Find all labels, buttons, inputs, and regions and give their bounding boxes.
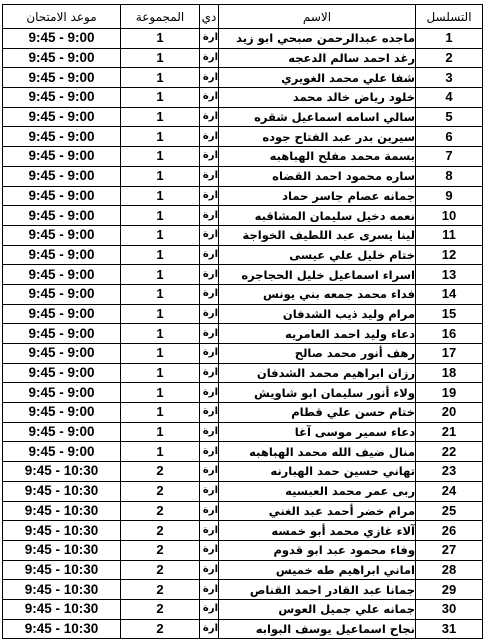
serial-cell: 7 — [416, 147, 483, 167]
table-row — [3, 48, 483, 68]
table-row — [3, 88, 483, 108]
serial-cell: 5 — [416, 107, 483, 127]
group-cell: 1 — [121, 186, 200, 206]
exam-time-cell: 9:45 - 10:30 — [3, 580, 121, 600]
student-name-cell: اماني ابراهيم طه خميس — [219, 560, 416, 580]
serial-cell: 25 — [416, 501, 483, 521]
day-cell: ارة — [200, 501, 219, 521]
exam-time-cell: 9:45 - 9:00 — [3, 88, 121, 108]
group-cell: 1 — [121, 29, 200, 49]
table-row — [3, 186, 483, 206]
table-row — [3, 68, 483, 88]
day-cell: ارة — [200, 619, 219, 639]
student-name-cell: منال ضيف الله محمد الهباهبه — [219, 442, 416, 462]
serial-cell: 20 — [416, 403, 483, 423]
exam-time-cell: 9:45 - 9:00 — [3, 48, 121, 68]
serial-cell: 10 — [416, 206, 483, 226]
group-cell: 1 — [121, 107, 200, 127]
table-row — [3, 265, 483, 285]
group-cell: 1 — [121, 206, 200, 226]
serial-cell: 21 — [416, 422, 483, 442]
table-row — [3, 363, 483, 383]
serial-cell: 1 — [416, 29, 483, 49]
table-row — [3, 501, 483, 521]
day-cell: ارة — [200, 29, 219, 49]
exam-time-cell: 9:45 - 9:00 — [3, 324, 121, 344]
serial-cell: 29 — [416, 580, 483, 600]
day-cell: ارة — [200, 88, 219, 108]
serial-cell: 17 — [416, 344, 483, 364]
table-row — [3, 284, 483, 304]
day-cell: ارة — [200, 363, 219, 383]
table-row — [3, 127, 483, 147]
exam-time-cell: 9:45 - 9:00 — [3, 284, 121, 304]
exam-time-cell: 9:45 - 10:30 — [3, 481, 121, 501]
serial-cell: 3 — [416, 68, 483, 88]
day-cell: ارة — [200, 304, 219, 324]
serial-cell: 26 — [416, 521, 483, 541]
day-cell: ارة — [200, 186, 219, 206]
student-name-cell: جمانه عصام جاسر حماد — [219, 186, 416, 206]
group-cell: 1 — [121, 304, 200, 324]
group-cell: 1 — [121, 284, 200, 304]
group-cell: 2 — [121, 481, 200, 501]
exam-time-cell: 9:45 - 9:00 — [3, 442, 121, 462]
student-name-cell: خلود رياض خالد محمد — [219, 88, 416, 108]
day-cell: ارة — [200, 265, 219, 285]
day-cell: ارة — [200, 48, 219, 68]
table-row — [3, 481, 483, 501]
table-row — [3, 462, 483, 482]
student-name-cell: مرام خضر أحمد عبد الغني — [219, 501, 416, 521]
student-name-cell: نجاح اسماعيل يوسف البوابه — [219, 619, 416, 639]
serial-cell: 19 — [416, 383, 483, 403]
header-day: دي — [200, 5, 219, 29]
student-name-cell: ساره محمود احمد القضاه — [219, 166, 416, 186]
day-cell: ارة — [200, 521, 219, 541]
student-name-cell: رغد احمد سالم الدعجه — [219, 48, 416, 68]
day-cell: ارة — [200, 344, 219, 364]
day-cell: ارة — [200, 383, 219, 403]
day-cell: ارة — [200, 107, 219, 127]
student-name-cell: نعمه دخيل سليمان المشاقبه — [219, 206, 416, 226]
exam-time-cell: 9:45 - 9:00 — [3, 166, 121, 186]
group-cell: 2 — [121, 560, 200, 580]
exam-time-cell: 9:45 - 10:30 — [3, 521, 121, 541]
serial-cell: 28 — [416, 560, 483, 580]
student-name-cell: لينا يسرى عبد اللطيف الخواجة — [219, 225, 416, 245]
serial-cell: 24 — [416, 481, 483, 501]
student-name-cell: مرام وليد ذيب الشدفان — [219, 304, 416, 324]
group-cell: 1 — [121, 265, 200, 285]
serial-cell: 12 — [416, 245, 483, 265]
exam-time-cell: 9:45 - 9:00 — [3, 29, 121, 49]
group-cell: 2 — [121, 540, 200, 560]
student-name-cell: سالي اسامه اسماعيل شقره — [219, 107, 416, 127]
table-row — [3, 403, 483, 423]
table-row — [3, 599, 483, 619]
day-cell: ارة — [200, 481, 219, 501]
day-cell: ارة — [200, 206, 219, 226]
student-name-cell: سيرين بدر عبد الفتاح جوده — [219, 127, 416, 147]
serial-cell: 9 — [416, 186, 483, 206]
group-cell: 1 — [121, 245, 200, 265]
exam-time-cell: 9:45 - 9:00 — [3, 68, 121, 88]
group-cell: 1 — [121, 344, 200, 364]
day-cell: ارة — [200, 442, 219, 462]
group-cell: 1 — [121, 48, 200, 68]
exam-time-cell: 9:45 - 10:30 — [3, 501, 121, 521]
student-name-cell: اسراء اسماعيل خليل الحجاجره — [219, 265, 416, 285]
student-name-cell: ختام خليل علي عيسى — [219, 245, 416, 265]
day-cell: ارة — [200, 324, 219, 344]
day-cell: ارة — [200, 560, 219, 580]
header-exam-time: موعد الامتحان — [3, 5, 121, 29]
serial-cell: 13 — [416, 265, 483, 285]
table-row — [3, 206, 483, 226]
group-cell: 1 — [121, 403, 200, 423]
table-row — [3, 619, 483, 639]
student-name-cell: شفا علي محمد الغويري — [219, 68, 416, 88]
day-cell: ارة — [200, 403, 219, 423]
table-row — [3, 324, 483, 344]
exam-time-cell: 9:45 - 9:00 — [3, 422, 121, 442]
serial-cell: 30 — [416, 599, 483, 619]
table-row — [3, 540, 483, 560]
day-cell: ارة — [200, 284, 219, 304]
day-cell: ارة — [200, 225, 219, 245]
day-cell: ارة — [200, 599, 219, 619]
exam-time-cell: 9:45 - 10:30 — [3, 560, 121, 580]
table-row — [3, 422, 483, 442]
serial-cell: 8 — [416, 166, 483, 186]
student-name-cell: دعاء سمير موسى آغا — [219, 422, 416, 442]
group-cell: 1 — [121, 147, 200, 167]
serial-cell: 27 — [416, 540, 483, 560]
day-cell: ارة — [200, 166, 219, 186]
group-cell: 1 — [121, 68, 200, 88]
day-cell: ارة — [200, 580, 219, 600]
student-name-cell: فداء محمد جمعه بني يونس — [219, 284, 416, 304]
exam-time-cell: 9:45 - 10:30 — [3, 619, 121, 639]
exam-time-cell: 9:45 - 9:00 — [3, 383, 121, 403]
group-cell: 2 — [121, 521, 200, 541]
table-row — [3, 29, 483, 49]
student-name-cell: آلاء غازي محمد أبو خمسه — [219, 521, 416, 541]
group-cell: 1 — [121, 324, 200, 344]
exam-time-cell: 9:45 - 9:00 — [3, 206, 121, 226]
table-row — [3, 147, 483, 167]
day-cell: ارة — [200, 127, 219, 147]
exam-schedule-table — [2, 4, 483, 639]
group-cell: 1 — [121, 88, 200, 108]
header-group: المجموعة — [121, 5, 200, 29]
serial-cell: 11 — [416, 225, 483, 245]
table-row — [3, 225, 483, 245]
group-cell: 1 — [121, 422, 200, 442]
group-cell: 2 — [121, 599, 200, 619]
student-name-cell: بسمة محمد مفلح الهباهبه — [219, 147, 416, 167]
serial-cell: 18 — [416, 363, 483, 383]
student-name-cell: ماجده عبدالرحمن صبحي ابو زيد — [219, 29, 416, 49]
student-name-cell: ولاء أنور سليمان ابو شاويش — [219, 383, 416, 403]
exam-time-cell: 9:45 - 9:00 — [3, 147, 121, 167]
header-row — [3, 5, 483, 29]
day-cell: ارة — [200, 462, 219, 482]
serial-cell: 23 — [416, 462, 483, 482]
serial-cell: 14 — [416, 284, 483, 304]
exam-time-cell: 9:45 - 9:00 — [3, 107, 121, 127]
serial-cell: 4 — [416, 88, 483, 108]
group-cell: 1 — [121, 166, 200, 186]
exam-time-cell: 9:45 - 9:00 — [3, 265, 121, 285]
group-cell: 1 — [121, 363, 200, 383]
group-cell: 1 — [121, 225, 200, 245]
table-row — [3, 383, 483, 403]
student-name-cell: ربى عمر محمد العبسيه — [219, 481, 416, 501]
table-row — [3, 107, 483, 127]
exam-time-cell: 9:45 - 9:00 — [3, 186, 121, 206]
exam-time-cell: 9:45 - 9:00 — [3, 403, 121, 423]
student-name-cell: رزان ابراهيم محمد الشدفان — [219, 363, 416, 383]
serial-cell: 6 — [416, 127, 483, 147]
student-name-cell: دعاء وليد احمد العامريه — [219, 324, 416, 344]
table-row — [3, 245, 483, 265]
serial-cell: 22 — [416, 442, 483, 462]
group-cell: 1 — [121, 127, 200, 147]
serial-cell: 15 — [416, 304, 483, 324]
header-name: الاسم — [219, 5, 416, 29]
table-row — [3, 580, 483, 600]
student-name-cell: رهف أنور محمد صالح — [219, 344, 416, 364]
day-cell: ارة — [200, 422, 219, 442]
serial-cell: 31 — [416, 619, 483, 639]
day-cell: ارة — [200, 540, 219, 560]
group-cell: 2 — [121, 580, 200, 600]
exam-time-cell: 9:45 - 9:00 — [3, 225, 121, 245]
day-cell: ارة — [200, 147, 219, 167]
group-cell: 1 — [121, 383, 200, 403]
group-cell: 2 — [121, 501, 200, 521]
group-cell: 1 — [121, 442, 200, 462]
table-row — [3, 560, 483, 580]
exam-time-cell: 9:45 - 9:00 — [3, 127, 121, 147]
header-serial: التسلسل — [416, 5, 483, 29]
exam-time-cell: 9:45 - 9:00 — [3, 344, 121, 364]
exam-time-cell: 9:45 - 9:00 — [3, 245, 121, 265]
table-row — [3, 166, 483, 186]
student-name-cell: جمانا عبد القادر احمد القناص — [219, 580, 416, 600]
table-row — [3, 521, 483, 541]
serial-cell: 2 — [416, 48, 483, 68]
day-cell: ارة — [200, 245, 219, 265]
exam-time-cell: 9:45 - 10:30 — [3, 540, 121, 560]
group-cell: 2 — [121, 619, 200, 639]
student-name-cell: وفاء محمود عبد ابو قدوم — [219, 540, 416, 560]
group-cell: 2 — [121, 462, 200, 482]
exam-time-cell: 9:45 - 10:30 — [3, 599, 121, 619]
exam-time-cell: 9:45 - 9:00 — [3, 304, 121, 324]
table-row — [3, 442, 483, 462]
table-body — [3, 29, 483, 639]
student-name-cell: تهاني حسين حمد الهبارنه — [219, 462, 416, 482]
serial-cell: 16 — [416, 324, 483, 344]
exam-time-cell: 9:45 - 10:30 — [3, 462, 121, 482]
exam-time-cell: 9:45 - 9:00 — [3, 363, 121, 383]
table-row — [3, 344, 483, 364]
student-name-cell: ختام حسن علي قطام — [219, 403, 416, 423]
student-name-cell: جمانه علي جميل العوس — [219, 599, 416, 619]
table-row — [3, 304, 483, 324]
day-cell: ارة — [200, 68, 219, 88]
